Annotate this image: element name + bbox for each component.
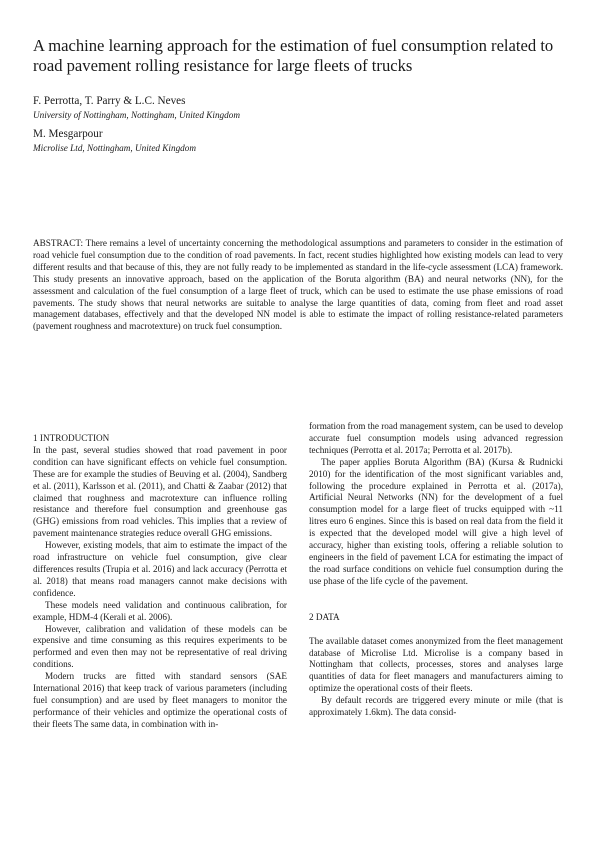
author-affiliation-1: University of Nottingham, Nottingham, United Kingdom	[33, 110, 240, 120]
author-names-2: M. Mesgarpour	[33, 128, 103, 140]
paragraph: However, existing models, that aim to estimate the impact of the road infrastructure on vehicle fuel consumption, give clear differences results (Trupia et al. 2016) and lack accuracy (Perrotta et al. 2018) that means road managers cannot make decisions with confidence.	[33, 540, 287, 598]
author-names-1: F. Perrotta, T. Parry & L.C. Neves	[33, 95, 186, 107]
paragraph: formation from the road management system, can be used to develop accurate fuel consumption models using advanced regression techniques (Perrotta et al. 2017a; Perrotta et al. 2017b).	[309, 421, 563, 455]
paragraph: These models need validation and continuous calibration, for example, HDM-4 (Kerali et al. 2006).	[33, 599, 287, 622]
left-column	[33, 433, 287, 731]
abstract: ABSTRACT: There remains a level of uncertainty concerning the methodological assumptions and parameters to consider in the estimation of road vehicle fuel consumption due to the condition of road pavements. In fact, recent studies highlighted how existing models can lead to very different results and that because of this, they are not fully ready to be implemented as standard in the life-cycle assessment (LCA) framework. This study presents an innovative approach, based on the application of the Boruta algorithm (BA) and neural networks (NN), for the assessment and calculation of the fuel consumption of a large fleet of truck, which can be used to estimate the use phase emissions of road pavements. The study shows that neural networks are suitable to analyse the large quantities of data, coming from fleet and road asset management databases, effectively and that the developed NN model is able to estimate the impact of rolling resistance-related parameters (pavement roughness and macrotexture) on truck fuel consumption.	[33, 238, 563, 332]
right-column	[309, 421, 563, 719]
paragraph: Modern trucks are fitted with standard sensors (SAE International 2016) that keep track of various parameters (including fuel consumption) and are used by fleet managers to monitor the performance of their vehicles and optimize the operational costs of their fleets The same data, in combination with in-	[33, 671, 287, 729]
section-spacer	[309, 624, 563, 636]
paragraph: By default records are triggered every minute or mile (that is approximately 1.6km). The data consid-	[309, 695, 563, 718]
paragraph: In the past, several studies showed that road pavement in poor condition can have significant effects on vehicle fuel consumption. These are for example the studies of Beuving et al. (2004), Sandberg et al. (2011), Karlsson et al. (2011), and Chatti & Zaabar (2012) that claimed that roughness and macrotexture can influence rolling resistance and therefore fuel consumption and greenhouse gas (GHG) emissions from road vehicles. This implies that a review of pavement maintenance strategies reduce overall GHG emissions.	[33, 444, 287, 539]
paragraph: However, calibration and validation of these models can be expensive and time consuming as this requires experiments to be performed and even then may not be representative of real driving conditions.	[33, 623, 287, 670]
paragraph: The available dataset comes anonymized from the fleet management database of Microlise Ltd. Microlise is a company based in Nottingham that collects, processes, stores and analyses large quantities of data for fleet managers and manufacturers aiming to optimize the operational costs of their fleets.	[309, 635, 563, 694]
author-affiliation-2: Microlise Ltd, Nottingham, United Kingdom	[33, 143, 196, 153]
section-heading-data: 2 DATA	[309, 611, 340, 622]
section-heading-introduction: 1 INTRODUCTION	[33, 433, 110, 443]
paper-title: A machine learning approach for the estimation of fuel consumption related to road pavement rolling resistance for large fleets of trucks	[33, 36, 554, 75]
section-spacer	[309, 588, 563, 612]
paragraph: The paper applies Boruta Algorithm (BA) (Kursa & Rudnicki 2010) for the identification of the most significant variables and, following the procedure explained in Perrotta et al. (2017a), Artificial Neural Networks (NN) for the development of a fuel consumption model for a large fleet of trucks equipped with ~11 litres euro 6 engines. Since this is based on real data from the field it is expected that the developed model will give a high level of accuracy, higher than existing tools, offering a reliable solution to engineers in the field of pavement LCA for estimating the impact of the road surface conditions on vehicle fuel consumption during the use phase of the life cycle of the pavement.	[309, 456, 563, 586]
